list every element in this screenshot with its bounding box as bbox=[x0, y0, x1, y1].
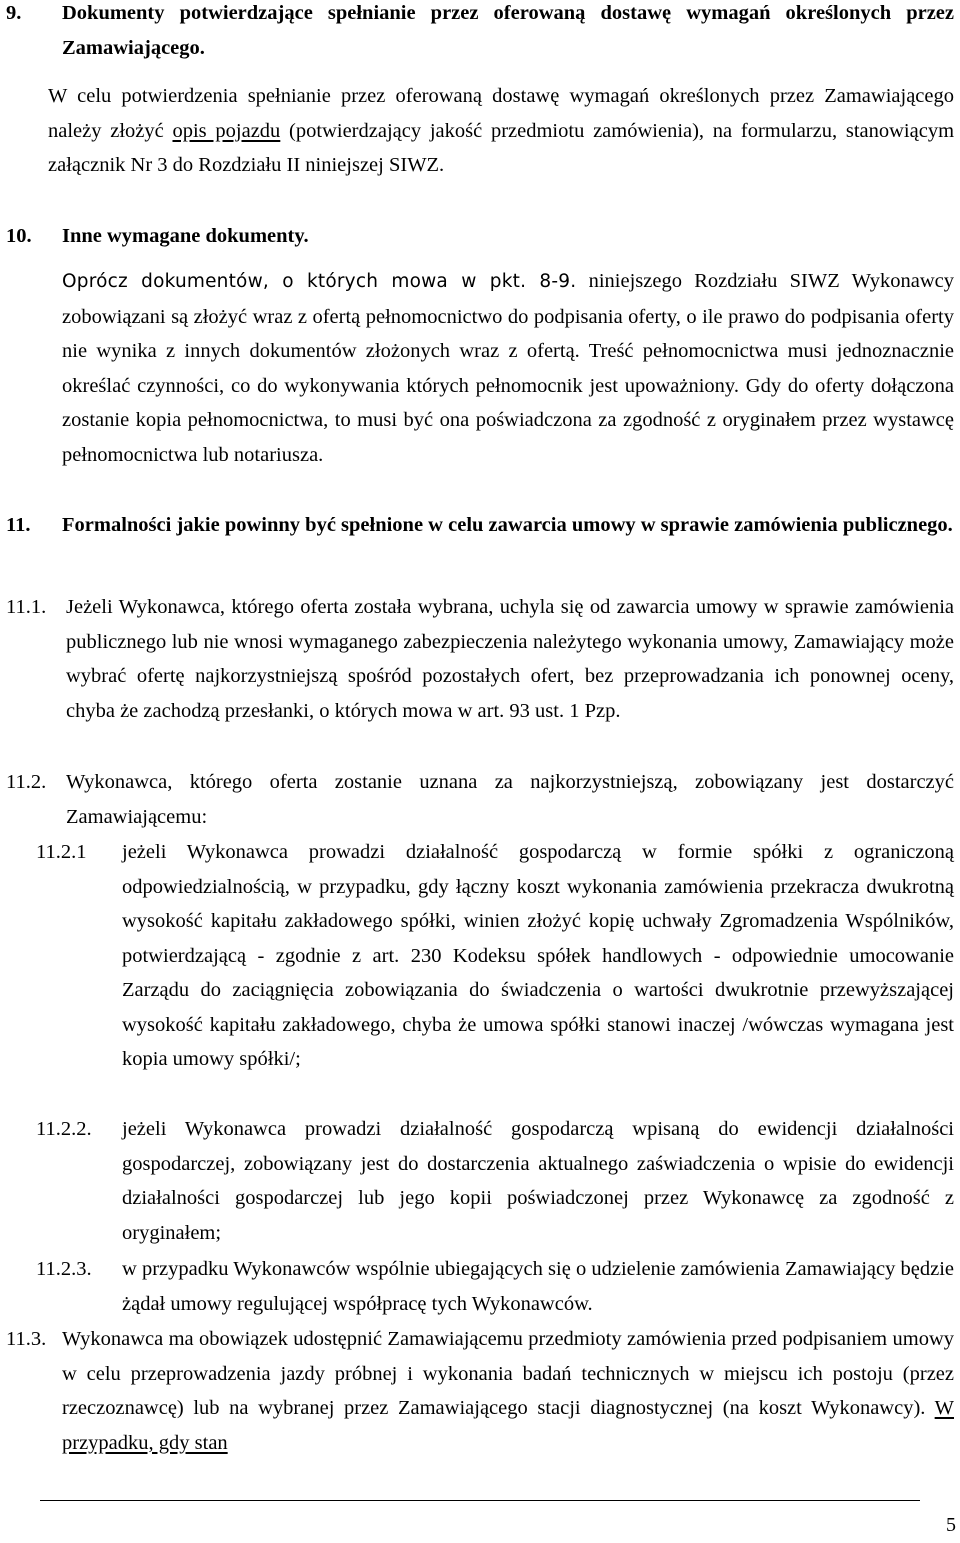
item-11-2-3-number: 11.2.3. bbox=[36, 1258, 92, 1280]
item-11-2-1-number: 11.2.1 bbox=[36, 841, 87, 863]
page-number: 5 bbox=[946, 1514, 956, 1536]
section-10-lead: Oprócz dokumentów, o których mowa w pkt. 8-9. bbox=[62, 271, 577, 292]
section-9-body bbox=[48, 79, 954, 183]
section-11-number: 11. bbox=[6, 514, 31, 536]
item-11-2-3-text: w przypadku Wykonawców wspólnie ubiegających się o udzielenie zamówienia Zamawiający będzie żądał umowy regulującej współpracę tych Wykonawców. bbox=[122, 1258, 954, 1315]
section-9-body-text-2: (potwierdzający jakość przedmiotu zamówienia), na formularzu, stanowiącym załącznik Nr 3 do Rozdziału II niniejszej SIWZ. bbox=[48, 119, 955, 176]
item-11-3-underlined: W przypadku, gdy stan bbox=[62, 1397, 954, 1454]
footer-rule bbox=[40, 1500, 920, 1501]
section-9-body-text-1: W celu potwierdzenia spełnianie przez oferowaną dostawę wymagań określonych przez Zamawiającego należy złożyć bbox=[48, 85, 954, 142]
item-11-3-text bbox=[62, 1322, 954, 1460]
item-11-2-2-text: jeżeli Wykonawca prowadzi działalność gospodarczą wpisaną do ewidencji działalności gospodarczej, zobowiązany jest do dostarczenia aktualnego zaświadczenia o wpisie do ewidencji działalności gospodarczej lub jego kopii poświadczonej przez Wykonawcę za zgodność z oryginałem; bbox=[122, 1118, 954, 1244]
item-11-1-number: 11.1. bbox=[6, 596, 47, 618]
item-11-3-number: 11.3. bbox=[6, 1328, 47, 1350]
item-11-2-1-text: jeżeli Wykonawca prowadzi działalność gospodarczą w formie spółki z ograniczoną odpowiedzialnością, w przypadku, gdy łączny koszt wykonania zamówienia przekracza dwukrotną wysokość kapitału zakładowego spółki, winien złożyć kopię uchwały Zgromadzenia Wspólników, potwierdzającą - zgodnie z art. 230 Kodeksu spółek handlowych - odpowiednie umocowanie Zarządu do zaciągnięcia zobowiązania do świadczenia o wartości dwukrotnie przewyższającej wysokość kapitału zakładowego, chyba że umowa spółki stanowi inaczej /wówczas wymagana jest kopia umowy spółki/; bbox=[122, 841, 954, 1070]
section-10-body-text: niniejszego Rozdziału SIWZ Wykonawcy zobowiązani są złożyć wraz z ofertą pełnomocnictwo do podpisania oferty, o ile prawo do podpisania oferty nie wynika z innych dokumentów złożonych wraz z ofertą. Treść pełnomocnictwa musi jednoznacznie określać czynności, co do wykonywania których pełnomocnik jest upoważniony. Gdy do oferty dołączona zostanie kopia pełnomocnictwa, to musi być ona poświadczona za zgodność z oryginałem przez wystawcę pełnomocnictwa lub notariusza. bbox=[62, 270, 954, 466]
item-11-2-number: 11.2. bbox=[6, 771, 47, 793]
item-11-3-body: Wykonawca ma obowiązek udostępnić Zamawiającemu przedmioty zamówienia przed podpisaniem umowy w celu przeprowadzenia jazdy próbnej i wykonania badań technicznych w miejscu ich postoju (przez rzeczoznawcę) lub na wybranej przez Zamawiającego stacji diagnostycznej (na koszt Wykonawcy). bbox=[62, 1328, 954, 1419]
section-10-body bbox=[62, 264, 954, 472]
section-10-title: Inne wymagane dokumenty. bbox=[62, 225, 309, 247]
section-10-number: 10. bbox=[6, 225, 32, 247]
vehicle-description-link: opis pojazdu bbox=[172, 119, 281, 142]
item-11-2-text: Wykonawca, którego oferta zostanie uznana za najkorzystniejszą, zobowiązany jest dostarczyć Zamawiającemu: bbox=[66, 771, 954, 828]
section-9-number: 9. bbox=[6, 2, 22, 24]
item-11-1-text: Jeżeli Wykonawca, którego oferta została wybrana, uchyla się od zawarcia umowy w sprawie zamówienia publicznego lub nie wnosi wymaganego zabezpieczenia należytego wykonania umowy, Zamawiający może wybrać ofertę najkorzystniejszą spośród pozostałych ofert, bez przeprowadzania ich ponownej oceny, chyba że zachodzą przesłanki, o których mowa w art. 93 ust. 1 Pzp. bbox=[66, 596, 954, 722]
section-11-title: Formalności jakie powinny być spełnione w celu zawarcia umowy w sprawie zamówienia publicznego. bbox=[62, 514, 953, 536]
section-9-title: Dokumenty potwierdzające spełnianie przez oferowaną dostawę wymagań określonych przez Zamawiającego. bbox=[62, 2, 954, 59]
item-11-2-2-number: 11.2.2. bbox=[36, 1118, 92, 1140]
